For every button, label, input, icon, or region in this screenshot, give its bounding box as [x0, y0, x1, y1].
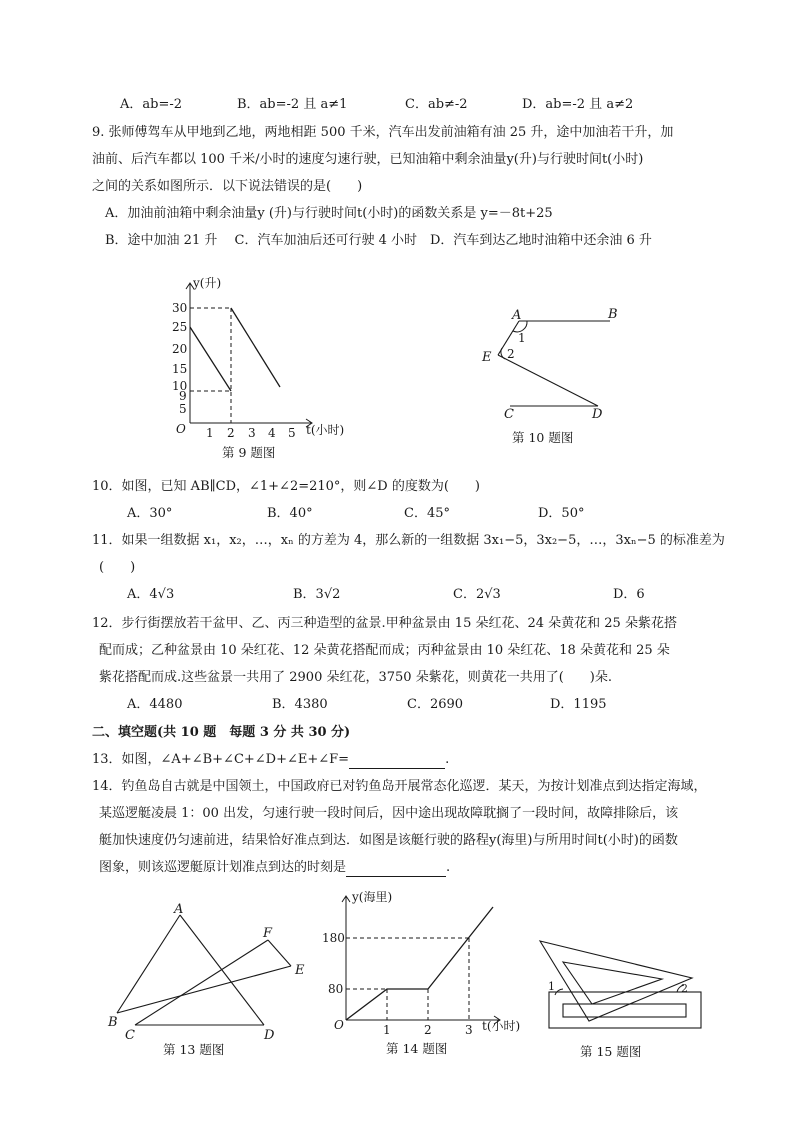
- fig14-xtick-1: 1: [383, 1023, 391, 1037]
- fig10-label-b: B: [608, 307, 618, 322]
- fig10-label-c: C: [504, 407, 514, 422]
- q9-options-bcd: B．途中加油 21 升 C．汽车加油后还可行驶 4 小时 D．汽车到达乙地时油箱中还余油 6 升: [105, 233, 652, 248]
- fig14-caption: 第 14 题图: [386, 1041, 448, 1056]
- fig10-label-e: E: [482, 350, 492, 365]
- fig9-xtick-4: 4: [268, 426, 276, 440]
- fig13-line-fe: [268, 940, 291, 966]
- fig9-ytick-25: 25: [172, 320, 188, 334]
- q10-option-d: D．50°: [538, 506, 585, 521]
- fig10-label-2: 2: [507, 347, 515, 361]
- fig9-origin: O: [176, 422, 186, 436]
- q11-paren: ( ): [99, 560, 136, 575]
- fig14-ytick-80: 80: [328, 982, 344, 996]
- fig9-ytick-10: 10: [172, 379, 188, 393]
- fig14-xtick-3: 3: [465, 1023, 473, 1037]
- fig9-y-label: y(升): [193, 276, 222, 290]
- fig13-label-a: A: [174, 902, 184, 917]
- fig14-y-label: y(海里): [352, 890, 393, 904]
- q11-option-c: C．2√3: [453, 587, 501, 602]
- fig13-label-d: D: [264, 1028, 275, 1043]
- q12-option-d: D．1195: [550, 697, 607, 712]
- q14-line-4: [99, 859, 450, 877]
- fig13-label-e: E: [295, 963, 305, 978]
- fig14-ytick-180: 180: [322, 931, 345, 945]
- q10-option-a: A．30°: [127, 506, 173, 521]
- q8-option-d: D．ab=-2 且 a≠2: [522, 97, 634, 112]
- fig10-label-d: D: [592, 407, 603, 422]
- q13-stem: 13．如图，∠A+∠B+∠C+∠D+∠E+∠F=: [92, 752, 350, 767]
- q11-stem: 11．如果一组数据 x₁，x₂，…，xₙ 的方差为 4，那么新的一组数据 3x₁−5，3x₂−5，…，3xₙ−5 的标准差为: [92, 533, 725, 548]
- q11-option-a: A．4√3: [127, 587, 175, 602]
- q14-answer-blank[interactable]: [346, 862, 446, 877]
- q12-option-b: B．4380: [272, 697, 328, 712]
- q8-option-b: B．ab=-2 且 a≠1: [237, 97, 348, 112]
- fig13-label-b: B: [108, 1015, 118, 1030]
- q13-answer-blank[interactable]: [349, 754, 445, 769]
- fig13-label-f: F: [263, 926, 273, 941]
- fig14-x-label: t(小时): [482, 1019, 521, 1033]
- q14-line-4b: .: [446, 860, 451, 875]
- fig15-caption: 第 15 题图: [580, 1044, 642, 1059]
- fig9-xtick-1: 1: [206, 426, 214, 440]
- fig13-label-c: C: [125, 1028, 135, 1043]
- fig13-caption: 第 13 题图: [163, 1042, 225, 1057]
- q9-line-3: 之间的关系如图所示．以下说法错误的是( ): [92, 179, 363, 194]
- fig15-triangle-inner: [563, 962, 662, 1004]
- fig9-x-label: t(小时): [306, 423, 345, 437]
- fig10-label-a: A: [512, 308, 522, 323]
- fig15-label-1: 1: [548, 980, 555, 993]
- q11-option-d: D．6: [613, 587, 645, 602]
- fig10-line-ed: [498, 355, 598, 406]
- fig14-route-line: [346, 907, 493, 1020]
- q14-line-3: 艇加快速度仍匀速前进，结果恰好准点到达．如图是该艇行驶的路程y(海里)与所用时间t(小时)的函数: [99, 833, 678, 848]
- fig9-ytick-5: 5: [179, 402, 187, 416]
- fig9-ytick-9: 9: [179, 389, 187, 403]
- fig10-caption: 第 10 题图: [512, 430, 574, 445]
- q12-line-3: 紫花搭配而成.这些盆景一共用了 2900 朵红花，3750 朵紫花，则黄花一共用了( )朵.: [99, 670, 612, 685]
- q14-line-2: 某巡逻艇凌晨 1：00 出发，匀速行驶一段时间后，因中途出现故障耽搁了一段时间，故障排除后，该: [99, 806, 679, 821]
- q9-option-a: A．加油前油箱中剩余油量y (升)与行驶时间t(小时)的函数关系是 y=－8t+25: [105, 206, 553, 221]
- fig9-xtick-3: 3: [248, 426, 256, 440]
- q11-option-b: B．3√2: [293, 587, 341, 602]
- fig9-ytick-30: 30: [172, 301, 188, 315]
- q10-option-b: B．40°: [267, 506, 313, 521]
- fig15-ruler-outer: [549, 992, 701, 1028]
- fig10-label-1: 1: [518, 331, 526, 345]
- fig9-caption: 第 9 题图: [222, 445, 276, 460]
- fig9-ytick-20: 20: [172, 342, 188, 356]
- q10-stem: 10．如图，已知 AB∥CD，∠1+∠2=210°，则∠D 的度数为( ): [92, 479, 481, 494]
- q10-option-c: C．45°: [404, 506, 450, 521]
- fig14-origin: O: [334, 1018, 344, 1032]
- q12-line-1: 12．步行街摆放若干盆甲、乙、丙三种造型的盆景.甲种盆景由 15 朵红花、24 朵黄花和 25 朵紫花搭: [92, 616, 677, 631]
- fig9-line-before-refuel: [190, 327, 231, 391]
- fig15-label-2: 2: [681, 982, 688, 995]
- fig14-xtick-2: 2: [424, 1023, 432, 1037]
- fig9-line-after-refuel: [231, 308, 280, 387]
- fig13-line-cf: [135, 940, 268, 1025]
- fig9-ytick-15: 15: [172, 362, 188, 376]
- q12-option-c: C．2690: [407, 697, 464, 712]
- q12-option-a: A．4480: [127, 697, 183, 712]
- q9-line-1: 9. 张师傅驾车从甲地到乙地，两地相距 500 千米，汽车出发前油箱有油 25 升，途中加油若干升，加: [92, 125, 674, 140]
- fig9-xtick-2: 2: [227, 426, 235, 440]
- q14-line-4a: 图象，则该巡逻艇原计划准点到达的时刻是: [99, 860, 347, 875]
- section-2-heading: 二、填空题(共 10 题 每题 3 分 共 30 分): [92, 725, 351, 740]
- q13-end: .: [445, 752, 450, 767]
- q12-line-2: 配而成；乙种盆景由 10 朵红花、12 朵黄花搭配而成；丙种盆景由 10 朵红花、18 朵黄花和 25 朵: [99, 643, 670, 658]
- q8-option-c: C．ab≠-2: [405, 97, 468, 112]
- fig9-xtick-5: 5: [288, 426, 296, 440]
- q14-line-1: 14．钓鱼岛自古就是中国领土，中国政府已对钓鱼岛开展常态化巡逻．某天，为按计划准点到达指定海域，: [92, 779, 707, 794]
- q8-option-a: A．ab=-2: [120, 97, 183, 112]
- q9-line-2: 油前、后汽车都以 100 千米/小时的速度匀速行驶，已知油箱中剩余油量y(升)与行驶时间t(小时): [92, 152, 644, 167]
- q13-line: [92, 751, 449, 769]
